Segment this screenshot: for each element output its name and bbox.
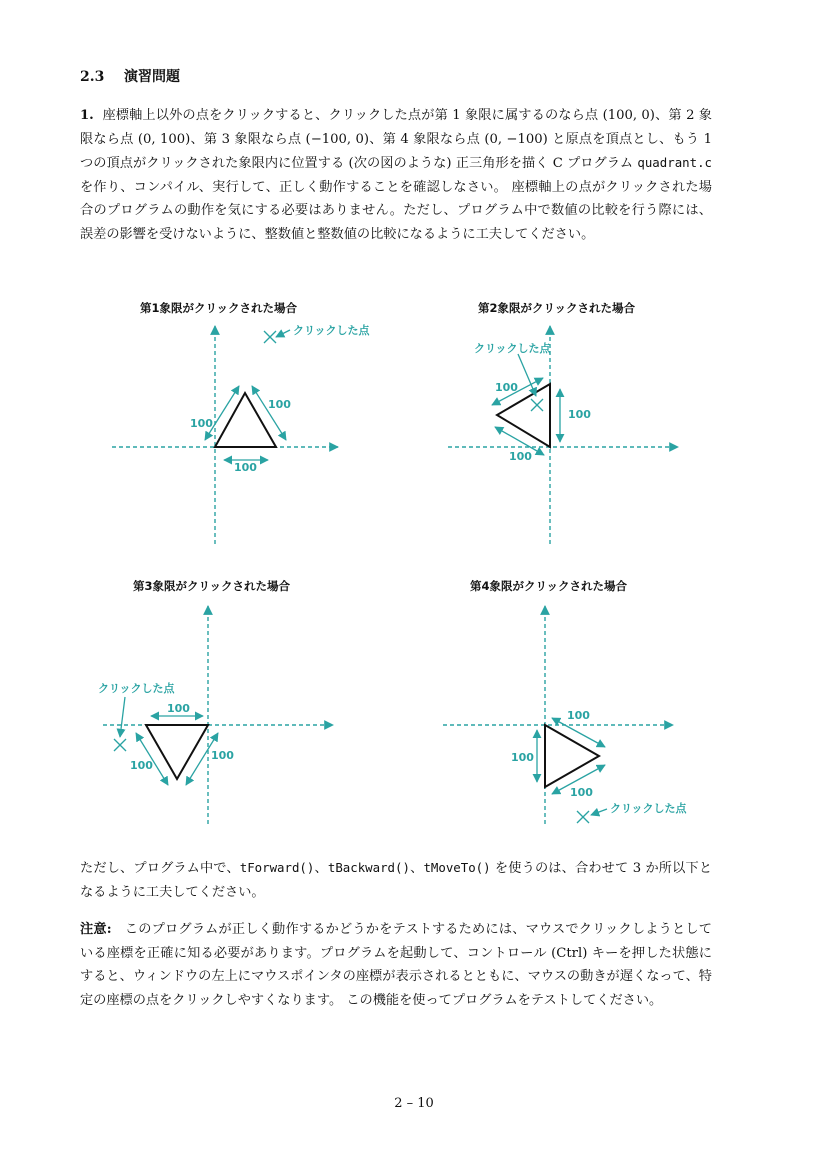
- q2-title: 第2象限がクリックされた場合: [478, 301, 636, 315]
- diagram-quadrant-1: [100, 292, 370, 552]
- q3-right-side-label: 100: [211, 749, 234, 762]
- caution-text: このプログラムが正しく動作するかどうかをテストするためには、マウスでクリックしようとしている座標を正確に知る必要があります。プログラムを起動して、コントロール (Ctrl) キーを押した状態にすると、ウィンドウの左上にマウスポインタの座標が表示されるとともに、マウスの動きが遅くなって、特定の座標の点をクリックしやすくなります。 この機能を使ってプログラムをテストしてください。: [80, 922, 712, 1008]
- q1-bottom-side-label: 100: [234, 461, 257, 474]
- problem-filename: quadrant.c: [637, 155, 712, 170]
- q1-right-side-label: 100: [268, 398, 291, 411]
- diagram-quadrant-3: [95, 572, 355, 832]
- q2-upper-side-label: 100: [495, 381, 518, 394]
- q3-left-side-label: 100: [130, 759, 153, 772]
- section-number: 2.3: [80, 69, 105, 85]
- function-tforward: tForward(): [239, 860, 315, 875]
- function-tbackward: tBackward(): [327, 860, 410, 875]
- q2-right-side-label: 100: [568, 408, 591, 421]
- problem-paragraph: [80, 104, 712, 246]
- q1-clicked-label: クリックした点: [293, 324, 370, 337]
- function-note-text-2: を使うのは、合わせて 3 か所以下となるように工夫してください。: [80, 861, 713, 900]
- problem-text-2: を作り、コンパイル、実行して、正しく動作することを確認しなさい。 座標軸上の点がクリックされた場合のプログラムの動作を気にする必要はありません。ただし、プログラム中で数値の比較を行う際には、誤差の影響を受けないように、整数値と整数値の比較になるように工夫してください。: [80, 179, 712, 242]
- diagram-quadrant-2: [440, 292, 700, 552]
- problem-number: 1.: [80, 108, 94, 123]
- caution-paragraph: [80, 918, 712, 1012]
- q4-title: 第4象限がクリックされた場合: [470, 579, 628, 593]
- function-sep-2: 、: [409, 861, 424, 876]
- diagram-quadrant-4: [435, 572, 695, 832]
- triangle: [146, 725, 208, 779]
- q4-upper-side-label: 100: [567, 709, 590, 722]
- q4-left-side-label: 100: [511, 751, 534, 764]
- problem-text-1: 座標軸上以外の点をクリックすると、クリックした点が第 1 象限に属するのなら点 (100, 0)、第 2 象限なら点 (0, 100)、第 3 象限なら点 (−100, 0)、第 4 象限なら点 (0, −100) と原点を頂点とし、もう 1 つの頂点がクリックされた象限内に位置する (次の図のような) 正三角形を描く C プログラム: [80, 108, 712, 171]
- function-note-text-1: ただし、プログラム中で、: [80, 861, 240, 876]
- q2-lower-side-label: 100: [509, 450, 532, 463]
- q1-left-side-label: 100: [190, 417, 213, 430]
- page-number: 2 – 10: [394, 1096, 434, 1111]
- function-tmoveto: tMoveTo(): [423, 860, 491, 875]
- q4-lower-side-label: 100: [570, 786, 593, 799]
- function-limit-paragraph: [80, 856, 712, 904]
- section-heading: [80, 66, 180, 86]
- q3-top-side-label: 100: [167, 702, 190, 715]
- q3-clicked-label: クリックした点: [98, 682, 175, 695]
- caution-label: 注意:: [80, 922, 112, 937]
- triangle: [545, 725, 599, 787]
- triangle: [215, 393, 276, 447]
- q3-title: 第3象限がクリックされた場合: [133, 579, 291, 593]
- q1-title: 第1象限がクリックされた場合: [140, 301, 298, 315]
- function-sep-1: 、: [314, 861, 328, 876]
- section-title: 演習問題: [124, 69, 180, 85]
- q4-clicked-label: クリックした点: [610, 802, 687, 815]
- q2-clicked-label: クリックした点: [474, 342, 551, 355]
